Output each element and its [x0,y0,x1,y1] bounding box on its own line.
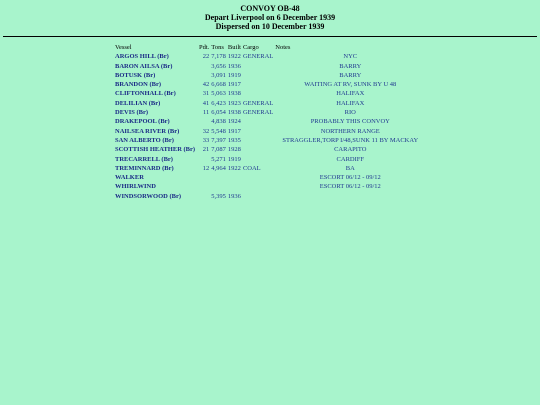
notes-cell [275,192,427,201]
cargo-cell [243,155,275,164]
departure-line: Depart Liverpool on 6 December 1939 [204,13,336,22]
notes-cell: NYC [343,53,358,61]
notes-cell: CARAPITO [334,146,367,154]
tons-cell: 3,091 [211,71,226,79]
cargo-cell [243,192,275,201]
tons-cell: 5,271 [211,155,226,163]
notes-cell: STRAGGLER,TORP I/48,SUNK 11 BY MACKAY [282,136,419,144]
tons-cell [211,182,228,191]
built-cell: 1919 [227,71,241,79]
table-row [115,89,427,98]
built-cell [228,182,243,191]
notes-cell: HALIFAX [336,99,365,107]
cargo-cell: GENERAL [242,53,274,61]
notes-cell: NORTHERN RANGE [320,127,380,135]
table-row [115,117,427,126]
table-row [115,182,427,191]
tons-cell: 7,087 [211,146,226,154]
cargo-cell [243,71,275,80]
table-row [115,192,427,201]
tons-cell: 6,668 [211,81,226,89]
notes-cell: PROBABLY THIS CONVOY [310,118,390,126]
built-cell: 1922 [227,53,241,61]
cargo-cell: GENERAL [242,99,274,107]
vessel-cell: ARGOS HILL (Br) [115,53,169,61]
table-row [115,62,427,71]
pdt-cell: 32 [202,127,210,135]
vessel-cell: DRAKEPOOL (Br) [115,118,170,126]
pdt-cell [199,117,211,126]
built-cell [228,173,243,182]
vessel-cell: TREMINNARD (Br) [115,164,174,172]
col-vessel-header: Vessel [115,44,132,51]
notes-cell: BA [345,164,355,172]
table-row [115,108,427,117]
table-row [115,80,427,89]
tons-cell: 3,656 [211,62,226,70]
built-cell: 1917 [227,81,241,89]
pdt-cell: 21 [202,146,210,154]
pdt-cell [199,62,211,71]
page-title: CONVOY OB-48 [240,4,300,13]
built-cell: 1936 [227,62,241,70]
pdt-cell: 31 [202,90,210,98]
notes-cell: WAITING AT RV, SUNK BY U 48 [304,81,397,89]
vessel-cell: BRANDON (Br) [115,81,162,89]
tons-cell: 4,964 [211,164,226,172]
vessel-cell: BOTUSK (Br) [115,71,156,79]
tons-cell: 6,054 [211,109,226,117]
built-cell: 1935 [227,136,241,144]
table-body [115,52,427,201]
pdt-cell [199,173,211,182]
pdt-cell: 42 [202,81,210,89]
built-cell: 1924 [227,118,241,126]
vessel-cell: WINDSORWOOD (Br) [115,192,182,200]
convoy-table [115,43,427,201]
cargo-cell [243,89,275,98]
table-row [115,173,427,182]
table-header-row [115,43,427,52]
col-built-header: Built [227,44,241,51]
built-cell: 1938 [227,109,241,117]
built-cell: 1923 [227,99,241,107]
notes-cell: ESCORT 06/12 - 09/12 [319,183,381,191]
cargo-cell [243,182,275,191]
vessel-cell: DELILIAN (Br) [115,99,161,107]
notes-cell: BARRY [339,71,362,79]
vessel-cell: CLIFTONHALL (Br) [115,90,176,98]
cargo-cell [243,136,275,145]
dispersal-line: Dispersed on 10 December 1939 [215,22,325,31]
vessel-cell: SAN ALBERTO (Br) [115,136,174,144]
table-row [115,99,427,108]
pdt-cell: 22 [202,53,210,61]
built-cell: 1928 [227,146,241,154]
cargo-cell [243,117,275,126]
table-row [115,71,427,80]
vessel-cell: DEVIS (Br) [115,109,149,117]
col-pdt-header: Pdt. [199,44,210,51]
pdt-cell [199,155,211,164]
tons-cell: 6,423 [211,99,226,107]
col-cargo-header: Cargo [242,44,259,51]
built-cell: 1922 [227,164,241,172]
tons-cell: 7,178 [211,53,226,61]
vessel-cell: WALKER [115,174,144,182]
notes-cell: ESCORT 06/12 - 09/12 [319,174,381,182]
col-tons-header: Tons [211,44,224,51]
table-row [115,145,427,154]
table-row [115,127,427,136]
cargo-cell [243,80,275,89]
header-divider [3,36,537,37]
tons-cell [211,173,228,182]
table-row [115,136,427,145]
cargo-cell [243,127,275,136]
vessel-cell: SCOTTISH HEATHER (Br) [115,146,196,154]
pdt-cell [199,192,211,201]
built-cell: 1936 [227,192,241,200]
notes-cell: HALIFAX [336,90,365,98]
table-row [115,155,427,164]
built-cell: 1919 [227,155,241,163]
notes-cell: RIO [344,109,356,117]
page-header [0,0,540,31]
pdt-cell: 11 [203,109,210,117]
tons-cell: 5,548 [211,127,226,135]
cargo-cell [243,173,275,182]
col-notes-header: Notes [275,44,291,51]
tons-cell: 4,838 [211,118,226,126]
notes-cell: BARRY [339,62,362,70]
vessel-cell: WHIRLWIND [115,183,156,191]
cargo-cell: COAL [242,164,261,172]
built-cell: 1917 [227,127,241,135]
cargo-cell [243,62,275,71]
built-cell: 1938 [227,90,241,98]
tons-cell: 7,397 [211,136,226,144]
cargo-cell [243,145,275,154]
pdt-cell: 33 [202,136,210,144]
vessel-cell: TRECARRELL (Br) [115,155,173,163]
pdt-cell: 12 [202,164,210,172]
table-row [115,164,427,173]
pdt-cell: 41 [202,99,210,107]
tons-cell: 5,395 [211,192,226,200]
notes-cell: CARDIFF [336,155,365,163]
tons-cell: 5,063 [211,90,226,98]
pdt-cell [199,71,211,80]
vessel-cell: BARON AILSA (Br) [115,62,173,70]
table-row [115,52,427,61]
pdt-cell [199,182,211,191]
vessel-cell: NAILSEA RIVER (Br) [115,127,180,135]
cargo-cell: GENERAL [242,109,274,117]
